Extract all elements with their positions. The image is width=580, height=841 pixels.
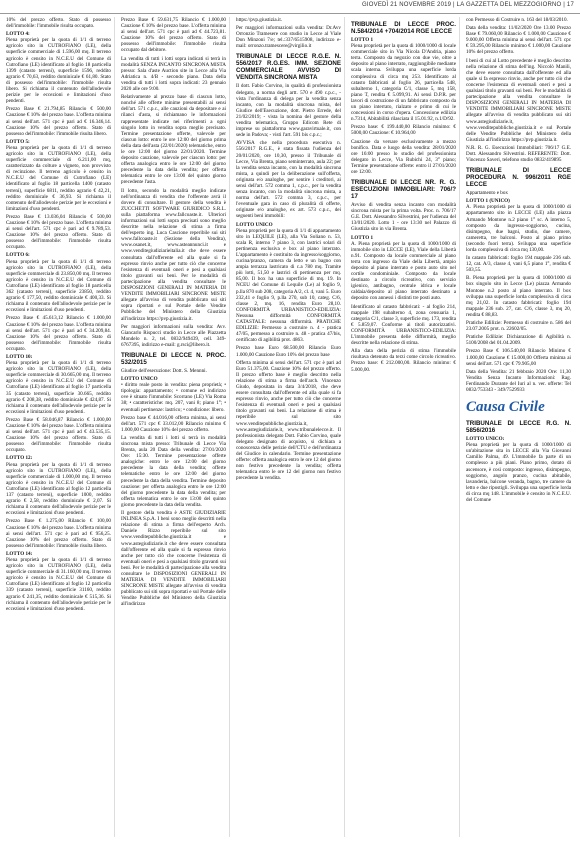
notice-heading: TRIBUNALE DI LECCE PROCEDURA N. 996/2011 RGE LECCE bbox=[466, 167, 571, 189]
notice-paragraph: Prezzo base Euro 68.500,00 Rilancio Euro 1.000,00 Cauzione Euro 10% del prezzo base bbox=[236, 345, 341, 358]
lot-heading: LOTTO 14: bbox=[6, 550, 33, 557]
notice-paragraph: Prezzo Base € 58.046,87 Rilancio € 1.000,00 Cauzione € 10% del prezzo base. L'offerta minima ai sensi dell'art. 571 cpc è pari ad € 43.535,15. Cauzione 10% del prezzo offerto. Stato di possesso dell'immobile: l'immobile risulta occupato. bbox=[6, 416, 111, 454]
notice-paragraph: A. Piena proprietà per la quota di 1000/1000 di immobile sito in LECCE (LE), Viale della Libertà n.91. Composto da locale commerciale al piano terra con ingresso da Viale della Libertà, ampio deposito al piano interrato e posto auto sito nel cortile condominiale. Composto da locale destinato a circolo ricreativo, con servizio igienico, antibagno, centrale idrica e locale caldaia/deposito al piano interrato destinato a deposito con annessi i distinti tre posti auto. bbox=[351, 240, 456, 302]
notice-paragraph: In catasto fabbricati: foglio 194 mappale 236 sub. 12, cat. A/3, classe 4, vani 6,5 piano 1°, rendita € 503,55. bbox=[466, 255, 571, 274]
notice-paragraph: La vendita di tutti i lotti si terrà in modalità sincrona mista presso: Tribunale di Lecce Via Brenta, aula 20 Data della vendita: 27/01/2020 Ore: 15:30. Termine presentazione offerte analogiche: entro le ore 12:00 del giorno precedente la data della vendita; offerte telematiche entro le ore 12:00 del giorno precedente la data della vendita. Termine deposito cauzione: per offerta analogica entro le ore 12:00 del giorno precedente la data della vendita; per offerta telematica entro le ore 13:00 del quinto giorno precedente la data della vendita. bbox=[121, 434, 226, 508]
notice-paragraph: Piena proprietà per la quota di 1/1 di terreno agricolo sito in CUTROFIANO (LE), della superficie commerciale di 23.850,00 mq. Il terreno agricolo è censito in N.C.E.U del Comune di Cutrofiano (LE) identificato al foglio 18 particella 362 (catasto terreni), superficie 23850, reddito agrario € 177,50, reddito dominicale € 400,33. Si richiama il contenuto dell'allodevole perizie per le eccezioni e limitazioni d'uso pendenti. bbox=[6, 258, 111, 314]
notice-paragraph: N.R. R. G. Esecuzioni Immobiliari: 706/17 G.E. Dott. Alessandro Silvestrini. REFERENTE: Dott. Vincenzo Saveri, telefono studio 0832/419895 bbox=[466, 144, 571, 164]
column-4 bbox=[351, 17, 460, 837]
notice-paragraph: Avviso di vendita senza incanto con modalità sincrona mista per la prima volta. Proc. n. 706/17 G.E. Dott. Alessandro Silvestrini, per l'udienza del 13/01/2020. Lotto 1 - ore 13:30 nel Palazzo di Giustizia sito in via Brenta. bbox=[351, 202, 456, 233]
notice-heading: TRIBUNALE DI LECCE N. PROC. 532/2015 bbox=[121, 351, 226, 366]
column-3 bbox=[236, 17, 345, 837]
notice-paragraph: Prezzo base: € 199.440,00 Rilancio minimo: € 5000,00 Cauzione: € 10.964,00 bbox=[351, 124, 456, 137]
notice-paragraph: Piena proprietà per la quota di 1/1 di terreno agricolo sito in CUTROFIANO (LE), della superficie commerciale di 1.000,00 mq. Il terreno agricolo è censito in N.C.E.U del Comune di Cutrofiano (LE) identificato al foglio 12 particella 137 (catasto terreni), superficie 1000, reddito agrario € 2,58, reddito dominicale € 2,07. Si richiama il contenuto dell'allodevole perizie per le eccezioni e limitazioni d'uso pendenti. bbox=[6, 461, 111, 517]
page-header bbox=[0, 0, 580, 14]
notice-paragraph: Prezzo Base € 106.540,00 Rilancio Minimo € 1.000,00 Cauzione € 15.000,00 Offerta minima ai sensi dell'art. 571 cpc € 79.905,00 bbox=[466, 348, 571, 367]
lot-heading: LOTTO 10: bbox=[6, 353, 33, 360]
notice-paragraph: Appartamento e box bbox=[466, 190, 508, 197]
notice-paragraph: con Permesso di Costruire n. 163 del 18/03/2010. bbox=[466, 17, 568, 23]
notice-paragraph: Piena proprietà per la quota di 1000/1000 di locale commerciale sito in Via Nicola D'Andria, piano terra. Composto da negozio con due vie, oltre a deposito al piano interrato, raggiungibile mediante scala interna. Sviluppa una superficie lorda complessiva di circa mq 253. Identificato al catasto fabbricati al foglio 26, particella 548, subalterno 1, categoria C/1, classe 5, mq 158, piano T, rendita € 5.099,91. Ai sensi D.P.R. per lavori di costruzione di un fabbricato composto da un piano interrato, rialzato e primo di cui le concessioni in corso d'opera. Concessione edilizia n.7314, Abitabilità rilasciata il 15.01.92, n.1/D/92. bbox=[351, 43, 456, 123]
column-5 bbox=[466, 17, 574, 837]
notice-paragraph: Per maggiori informazioni sulla vendita: Avv. Giancarlo Rispucci studio in Lecce alle Piazzetta Mondelo n. 2, tel. 0832/949439, cell. 349-6767395, indirizzo e-mail: g.rsci@libero.it. bbox=[121, 323, 226, 348]
lot-heading: LOTTO 5: bbox=[6, 138, 30, 145]
notice-paragraph: Pratiche Edilizie: Permesso di costruire n. 586 del 23.07.2005 prot. n. 22602/05. bbox=[466, 320, 571, 333]
notice-paragraph: B. Piena proprietà per la quota di 1000/1000 di box singolo sito in Lecce (Le) piazza Armando Montone n.2 posto al piano interrato. Il box sviluppa una superficie lorda complessiva di circa mq 21,02. In catasto fabbricati: foglio 194 mappale 236 sub. 27, cat. C/6, classe 3, mq 20, rendita € 88,83. bbox=[466, 275, 571, 318]
notice-heading: TRIBUNALE DI LECCE NR. R. G. ESECUZIONI IMMOBILIARI: 706/?17 bbox=[351, 179, 456, 201]
notice-paragraph: 10% del prezzo offerto. Stato di possesso dell'immobile: l'immobile risulta occupato. bbox=[6, 17, 111, 30]
column-2 bbox=[121, 17, 230, 837]
lot-heading: LOTTO 1 bbox=[351, 234, 374, 241]
notice-paragraph: Il gestore della vendita è ASTE GIUDIZIARIE INLINEA S.p.A. I beni sono meglio descritti nella relazione di stima a firma dell'esperto Arch. Daniele Rizzo reperibile sul sito www.venditepubbliche.giustizia.it e www.astegiudiziarie.it che deve essere consultata dall'offerente ed alla quale si fa espresso rinvio anche per tutto ciò che concerne l'esistenza di eventuali oneri e pesi a qualsiasi titolo gravanti sui beni. Per le modalità di partecipazione alla vendita consultare le DISPOSIZIONI GENERALI IN MATERIA DI VENDITE IMMOBILIARI SINCRONE MISTE allegate all'avviso di vendita pubblicato sui siti sopra riportati e sul Portale delle Vendite Pubbliche del Ministero della Giustizia all'indirizzo bbox=[121, 510, 226, 608]
notice-paragraph: Piena proprietà per la quota di 1/1 di terreno agricolo sito in CUTROFIANO (LE), della superficie commerciale di 6.211,00 mq, caratterizzato da colture a vigneto, non provvisto di recinzione. Il terreno agricolo è censito in N.C.E.U del Comune di Cutrofiano (LE) identificato al foglio 18 particella 1400 (catasto terreni), superficie 6811, reddito agrario € 42,21, reddito dominicale € 36,93. Si richiama il contenuto dell'allodevole perizie per le eccezioni e limitazioni d'uso pendenti. bbox=[6, 144, 111, 212]
notice-paragraph: Identificato al catasto fabbricati: - al foglio 214, mappale 198 subalterno 4, zona censuaria 1, categoria C/1, classe 3, superficie mq. 173, rendita € 5.859,07. Conforme ai titoli autorizzativi. CONFORMITÀ URBANISTICO-EDILIZIA: L'immobile presenta delle difformità, meglio descritte nella relazione di stima. bbox=[351, 303, 456, 347]
notice-paragraph: Piena proprietà per la quota di 1/1 di terreno agricolo sito in CUTROFIANO (LE), della superficie commerciale di 30.665,00 mq. Il terreno agricolo è censito in N.C.E.U del Comune di Cutrofiano (LE) identificato al foglio 17 particella 35 (catasto terreni), superficie 30.665, reddito agrario € 208,38, reddito dominicale € 424,87. Si richiama il contenuto dell'allodevole perizie per le eccezioni e limitazioni d'uso pendenti. bbox=[6, 360, 111, 415]
notice-heading: TRIBUNALE DI LECCE R.G.E. N. 556/2017 R.G.ES. IMM. SEZIONE COMMERCIALE AVVISO DI VENDITA SINCRONA MISTA bbox=[236, 53, 341, 82]
notice-paragraph: https://pvp.giustizia.it. bbox=[236, 17, 283, 23]
lot-heading: LOTTO 1 (UNICO) bbox=[466, 198, 510, 205]
lot-heading: LOTTO UNICO: bbox=[466, 436, 505, 443]
notice-paragraph: Pratiche Edilizie: Dichiarazione di Agibilità n. 5100/2008 del 01.04.2009. bbox=[466, 334, 571, 347]
notice-paragraph: Prezzo Base € 13.036,04 Rilancio € 500,00 Cauzione € 10% del prezzo base. L'offerta minima ai sensi dell'art. 571 cpc è pari ad € 9.789,53. Cauzione 10% del prezzo offerto. Stato di possesso dell'immobile: l'immobile risulta occupato. bbox=[6, 213, 111, 251]
notice-paragraph: La vendita di tutti i lotti sopra indicati si terrà in modalità SENZA INCANTO SINCRONA MISTA presso: Sala d'aste Auction site in Lecce alla Via Adriatica n. 4/B - secondo piano. Data della vendita di tutti i lotti sopra indicati: 23 gennaio 2020 alle ore 9:00. bbox=[121, 55, 226, 93]
notice-paragraph: Piena proprietà per la quota di 1/1 di terreno agricolo sito in CUTROFIANO (LE), della superficie commerciale di 31.160,00 mq. Il terreno agricolo è censito in N.C.E.U del Comune di Cutrofiano (LE) identificato al foglio 12 particella 339 (catasto terreni), superficie 31160, reddito agrario € 241,35, reddito dominicale € 515,36. Si richiama il contenuto dell'allodevole perizie per le eccezioni e limitazioni d'uso pendenti. bbox=[6, 556, 111, 612]
notice-paragraph: I beni di cui al Lotto precedente è meglio descritto nella relazione di stima dell'ing. Niccolò Manili, che deve essere consultata dall'offerente ed alla quale si fa espresso rinvio, anche per tutto ciò che concerne l'esistenza di eventuali oneri e pesi a qualsiasi titolo gravanti sui beni. Per le modalità di partecipazione alla vendita consultare le DISPOSIZIONI GENERALI IN MATERIA DI VENDITE IMMOBILIARI SINCRONE MISTE allegate all'avviso di vendita pubblicato sui siti www.astegiudiziarie.it, www.venditepubbliche.giustizia.it e sul Portale delle Vendite Pubbliche del Ministero della Giustizia all'indirizzo https://pvp.giustizia.it. bbox=[466, 57, 571, 143]
notice-paragraph: Prezzo Base € 45.613,12 Rilancio € 1.000,00 Cauzione € 10% del prezzo base. L'offerta minima ai sensi dell'art. 571 cpc è pari ad € 34.209,84. Cauzione 10% del prezzo offerto. Stato di possesso dell'immobile: l'immobile risulta occupato. bbox=[6, 315, 111, 352]
column-1 bbox=[6, 17, 115, 837]
notice-paragraph: Cauzione da versare esclusivamente a mezzo bonifico. Data e luogo della vendita: 28/01/2020 ore 16:00 presso lo studio del professionista delegato in Lecce, Via Rubichi 24, 3° piano; Termine presentazione offerte: entro il 27/01/2020 ore 12:00. bbox=[351, 138, 456, 175]
notice-heading: TRIBUNALE DI LECCE PROC. N.584/2014 +704/2014 RGE LECCE bbox=[351, 21, 456, 35]
notice-paragraph: Per maggiori informazioni sulla vendita: Dr.Avv Orronzio Tramesere con studio in Lecce al Viale Don Minzoni 7/e; tel.:337/6515908, indirizzo e-mail: orronzo.tramescere@virgilio.it bbox=[236, 25, 341, 50]
notice-paragraph: A. Piena proprietà per la quota di 1000/1000 di appartamento sito in LECCE (LE) alla piazza Armando Montone n.2 piano 1° sc. A interno 5, composto da ingresso-soggiorno, cucina, disimpegno, due bagni, studio, due camere, cameretta, tre balconi. Posto al piano primo (secondo fuori terra). Sviluppa una superficie lorda complessiva di circa mq 130,00. bbox=[466, 204, 571, 253]
notice-paragraph: Il lotto, secondo la modalità meglio indicate nell'ordinanza di vendita che l'offerente avrà il dovere di consultare. Il gestore della vendita è ZUCCHETTI SOFTWARE GIURIDICO S.R.L. sulla piattaforma www.fallcoaste.it. Ulteriori informazioni sui lotti sopra precisati sono meglio descritte nella relazione di stima a firma dell'esperto ing. Luca Cascione reperibile sui siti www.fallcoaste.it (Sezione della Vendita), www.osanet.it, www.asteannunci.it e www.venditegiudiziarieitalia.it che deve essere consultata dall'offerente ed alla quale si fa espresso rinvio anche per tutto ciò che concerne l'esistenza di eventuali oneri e pesi a qualsiasi titolo gravanti sui beni. Per le modalità di partecipazione alla vendita consultare le DISPOSIZIONI GENERALI IN MATERIA DI VENDITE IMMOBILIARI SINCRONE MISTE allegate all'avviso di vendita pubblicato sui siti sopra riportati e sul Portale delle Vendite Pubbliche del Ministero della Giustizia all'indirizzo https://pvp.giustizia.it. bbox=[121, 187, 226, 322]
notice-heading: TRIBUNALE DI LECCE R.G. N. 5856/2016 bbox=[466, 420, 571, 435]
lot-heading: LOTTO 6: bbox=[6, 252, 30, 259]
lot-heading: LOTTO 1 bbox=[351, 37, 374, 43]
notice-paragraph: Il dott. Fabio Corvino, in qualità di professionista delegato, a norma degli artt. 570 e 490 c.p.c., - vista l'ordinanza di delega per la vendita senza incanto, con la modalità sincrona mista, del Giudice dell'Esecuzione, dott. Pietro Errede, del 21/02/2019; - vista la nomina del gestore della vendita telematica, Gruppo Edicom Rete di imprese su piattaforma www.garavirtuale.it, con sede in Padova; - visti l'art. 591 bis c.p.c.; bbox=[236, 83, 341, 139]
notice-paragraph: Giudice dell'esecuzione: Dott. S. Mennni. bbox=[121, 367, 207, 374]
notices-page bbox=[6, 17, 574, 837]
notice-paragraph: Piena proprietà per la quota di 1000/1000 di un'abitazione sita in LECCE alla Via Giovanni Camillo Palma, 49. L'immobile fa parte di un complesso a più piani. Piano primo, dotato di ascensore, è così composto: ingresso, disimpegno, soggiorno, angolo pranzo, cucina abitabile, lavanderia, balcone veranda, bagno, tre camere da letto e due ripostigli. Sviluppa una superficie lorda di circa mq 148. L'immobile è censito in N.C.E.U. del Comune bbox=[466, 442, 571, 503]
notice-paragraph: Piena proprietà per la quota di 1/1 di terreno agricolo sito in CUTROFIANO (LE), della superficie commerciale di 1.596,00 mq. Il terreno agricolo è censito in N.C.E.U del Comune di Cutrofiano (LE) identificato al foglio 18 particella 1399 (catasto terreni), superficie 1596, reddito agrario € 70,63, reddito dominicale € 61,80. Stato di possesso dell'immobile: l'immobile risulta libero. Si richiama il contenuto dell'allodevole perizie per le eccezioni e limitazioni d'uso pendenti. bbox=[6, 37, 111, 105]
notice-paragraph: Prezzo base € 44.016,00 offerta minima, ai sensi dell'art. 571 cpc € 33.012,00 Rilancio minimo € 1.000,00 Cauzione 10% del prezzo offerto. bbox=[121, 414, 226, 433]
lot-heading: LOTTO 12: bbox=[6, 455, 33, 462]
notice-paragraph: Data della Vendita: 21 febbraio 2020 Ore: 11,30 Vendita Senza Incanto Informazioni: Rag. Ferdinando Durante del Iuri al n. ver. offerte: Tel 0832/753343 - 349/7529933 bbox=[466, 368, 571, 393]
lot-heading: LOTTO UNICO bbox=[236, 221, 273, 228]
notice-paragraph: Prezzo Base € 21.794,85 Rilancio € 500,00 Cauzione € 10% del prezzo base. L'offerta minima ai sensi dell'art. 571 cpc è pari ad € 16.346,14. Cauzione 10% del prezzo offerto. Stato di possesso dell'immobile: l'immobile risulta libero. bbox=[6, 106, 111, 137]
notice-paragraph: Prezzo Base € 59.631,75 Rilancio € 1.000,00 Cauzione € 10% del prezzo base. L'offerta minima ai sensi dell'art. 571 cpc è pari ad € 44.723,81. Cauzione 10% del prezzo offerto. Stato di possesso dell'immobile: l'immobile risulta occupato dal debitore. bbox=[121, 17, 226, 54]
notice-paragraph: Offerta minima ai sensi dell'art. 571 cpc è pari ad Euro 51.375,00. Cauzione 10% del prezzo offerto. Il prezzo offerto base è meglio descritto nella relazione di stima a firma dell'arch. Vincenzo Giudo, depositata in data 3/4/2018, che deve essere consultata dall'offerente ed alla quale si fa espresso rinvio, anche per tutto ciò che concerne l'esistenza di eventuali oneri e pesi a qualsiasi titolo gravanti sui beni. La relazione di stima è reperibile sul sito www.venditepubbliche.giustizia.it, www.astegiudiziarie.it, www.tribunalelecce.it. Il professionista delegato Dott. Fabio Corvino, quale delegato designato di acquisto, si dichiara a conoscenza delle perizie dell'CTU e dell'ordinanza del Giudice in calendario. Termine presentazione offerte: offerta analogica entro le ore 12 del giorno non festivo precedente la vendita; offerta telematica entro le ore 12 del giorno non festivo precedente la vendita. bbox=[236, 359, 341, 482]
notice-paragraph: Piena proprietà per la quota di 1/1 di appartamento sito in LEQUILE (LE), alla Via Soliano n. 53, scala R, interno 7 piano 3, con lastrici solari di pertinenza esclusiva e box al piano interrato. L'appartamento è costituito da ingresso/soggiorno, cucina/pranzo, camera da letto e un bagno con ampia terrazza lastricato di c.a 780 mq. Tramite più lotti, 51,50 e lastrici di pertinenza per mq. 85,00. Il box ha una superficie di mq. 19. In NCEU del Comune di Lequile (Le) al foglio 9, p.lla 870 sub 208, categoria A/2, cl. 4, vani 5. Euro 232,41 e foglio 9, p.lla 270, sub 10, categ. C/6, classe 2, mq. 16, rendita Euro 28,10. CONFORMITÀ URBANISTICO-EDILIZIA: Nessuna difformità CONFORMITÀ CATASTALE: nessuna difformità. PRATICHE EDILIZIE: Permesso a costruire n. 4 - pratica 47/05, permesso a costruire n. 48 - pratica 47/bis, certificato di agibilità prot. 4863. bbox=[236, 227, 341, 344]
lot-heading: LOTTO UNICO bbox=[121, 376, 158, 383]
notice-paragraph: AVVISA che nella procedura esecutiva n. 556/2017 R.G.E., è stata fissata l'udienza del 20/01/2020, ore 10,30, presso il Tribunale di Lecce, Via Brenta, piano seminterrato, aula 22; per la vendita senza incanto, con la modalità sincrona mista, a quindi per la deliberazione sull'offerta, originata e/o analoghe, per sentire i creditori, ai sensi dell'art. 572 comma 1, c.p.c., per la vendita senza incanto, con la modalità sincrona mista, a norma dell'art. 572 comma 3, c.p.c., per l'eventuale gara in caso di pluralità di offerte, originate e/o analoghe, ex art. 573 c.p.c., dei seguenti beni immobili: bbox=[236, 140, 341, 220]
section-title: Causa Civile bbox=[466, 399, 545, 416]
notice-paragraph: Alla data della perizia di stima l'immobile risultava detenuto da terzi come circolo ricreativo. Prezzo base: € 212.000,00. Rilancio minimo: € 5.000,00. bbox=[351, 348, 456, 373]
notice-paragraph: Prezzo Base € 1.275,00 Rilancio € 100,00 Cauzione € 10% del prezzo base. L'offerta minima ai sensi dell'art. 571 cpc è pari ad € 956,25. Cauzione 10% del prezzo offerto. Stato di possesso dell'immobile: l'immobile risulta libero. bbox=[6, 518, 111, 549]
lot-heading: LOTTO 4: bbox=[6, 31, 30, 38]
header-text: GIOVEDÌ 21 NOVEMBRE 2019 | LA GAZZETTA DEL MEZZOGIORNO | 17 bbox=[362, 2, 574, 8]
notice-paragraph: Data della vendita: 11/02/2020 Ore 13.00 Prezzo Base € 79.060,00 Rilancio € 1.000,00 Cauzione € 9.000,00 Offerta minima ai sensi dell'art. 571 cpc € 59.295,00 Rilancio minimo € 1.000,00 Cauzione 10% del prezzo offerto. bbox=[466, 25, 571, 56]
notice-paragraph: Relativamente al prezzo base di ciascun lotto, nonché alle offerte minime presentabili ai sensi dell'art. 571 c.p.c., alle cauzioni da depositare e ai rilanci d'asta, si richiamano le informazioni rappresentate indicate nei riferimenti a ogni singolo lotto in vendita sopra meglio precisato. Termine presentazione offerte, valevole per ciascun lotto: entro le ore 12:00 del giorno prima della data dell'asta (22/01/2020) telematiche, entro le ore 12:00 del giorno 22/01/2020. Termine deposito cauzione, valevole per ciascun lotto: per offerta analogica entro le ore 12:00 del giorno precedente la data della vendita; per offerta telematica entro le ore 13:00 del quinto giorno precedente l'asta. bbox=[121, 94, 226, 186]
notice-paragraph: • diritto reale posto in vendita: piena proprietà; • tipologia: appartamento; • comune ed indirizzo ove è situato l'immobile: Scorrano (LE) Via Roma 38; • caratteristiche: mq. 207, vani 8; piano 1°; • eventuali pertinenze: lastrico; • condizione: libero. bbox=[121, 382, 226, 413]
